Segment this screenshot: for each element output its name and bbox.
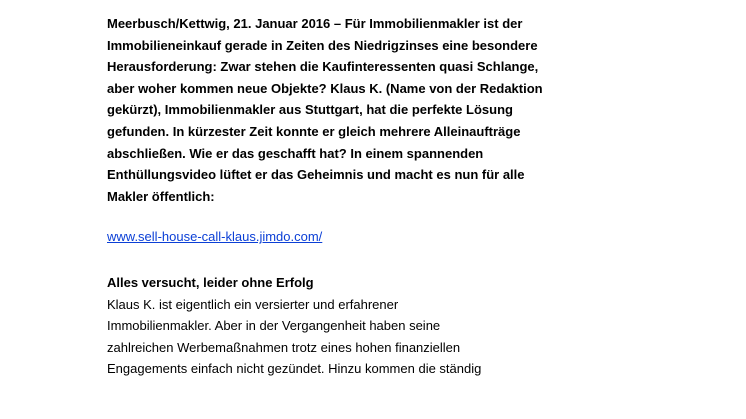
section-heading: Alles versucht, leider ohne Erfolg bbox=[107, 274, 314, 290]
body-paragraph bbox=[107, 294, 577, 380]
press-release-page bbox=[107, 13, 577, 380]
website-link[interactable]: www.sell-house-call-klaus.jimdo.com/ bbox=[107, 229, 323, 245]
body-line: Klaus K. ist eigentlich ein versierter und erfahrener bbox=[107, 296, 399, 312]
body-line: zahlreichen Werbemaßnahmen trotz eines hohen finanziellen bbox=[107, 339, 461, 355]
lead-line: Herausforderung: Zwar stehen die Kaufinteressenten quasi Schlange, bbox=[107, 59, 539, 75]
lead-line: Immobilieneinkauf gerade in Zeiten des Niedrigzinses eine besondere bbox=[107, 37, 538, 53]
lead-line: abschließen. Wie er das geschafft hat? In einem spannenden bbox=[107, 145, 484, 161]
lead-line: Makler öffentlich: bbox=[107, 188, 215, 204]
lead-line: Meerbusch/Kettwig, 21. Januar 2016 – Für Immobilienmakler ist der bbox=[107, 16, 523, 31]
lead-line: gekürzt), Immobilienmakler aus Stuttgart, hat die perfekte Lösung bbox=[107, 102, 513, 118]
lead-line: gefunden. In kürzester Zeit konnte er gleich mehrere Alleinaufträge bbox=[107, 123, 521, 139]
body-line: Immobilienmakler. Aber in der Vergangenheit haben seine bbox=[107, 318, 441, 334]
lead-paragraph bbox=[107, 13, 577, 207]
lead-line: aber woher kommen neue Objekte? Klaus K. (Name von der Redaktion bbox=[107, 80, 543, 96]
body-line: Engagements einfach nicht gezündet. Hinzu kommen die ständig bbox=[107, 361, 482, 377]
lead-line: Enthüllungsvideo lüftet er das Geheimnis und macht es nun für alle bbox=[107, 167, 525, 183]
